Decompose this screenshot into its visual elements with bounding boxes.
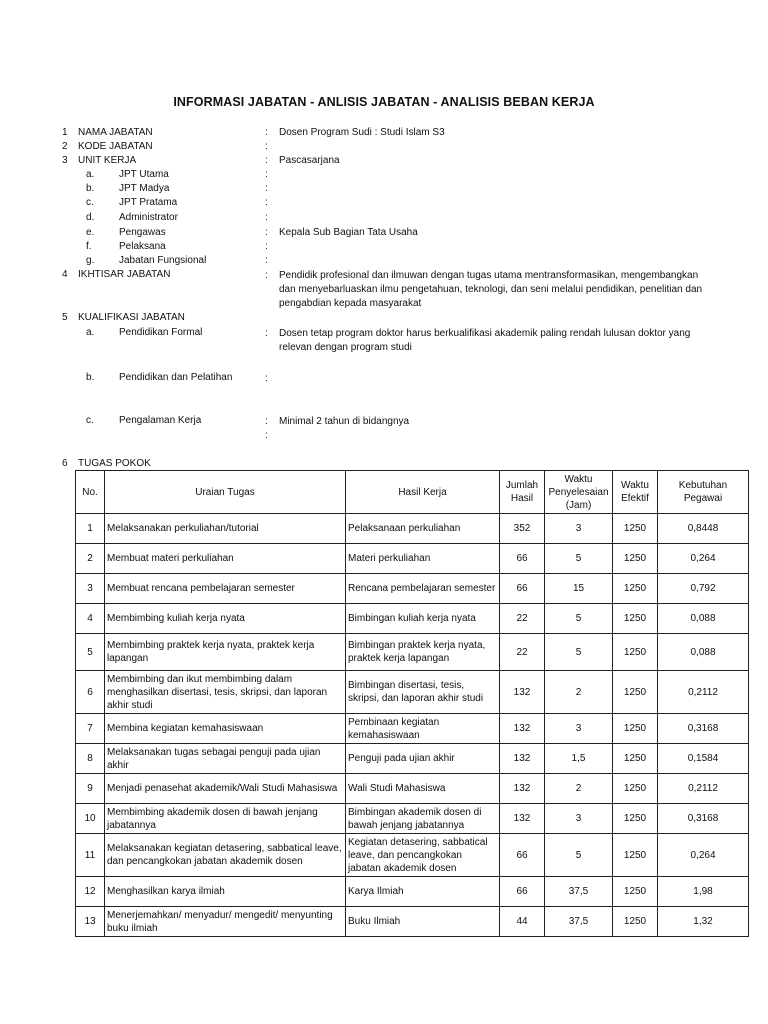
row-kebutuhan: 0,792 (658, 574, 749, 604)
row-uraian: Membina kegiatan kemahasiswaan (105, 714, 346, 744)
row-efektif: 1250 (613, 671, 658, 714)
field-label-unit-kerja: UNIT KERJA (78, 155, 137, 166)
row-efektif: 1250 (613, 877, 658, 907)
field-number: 3 (62, 155, 68, 166)
ikhtisar-line: dan menyebarluaskan ilmu pengetahuan, teknologi, dan seni melalui pendidikan, penelitian dan (279, 284, 703, 295)
sub-value-pengawas: Kepala Sub Bagian Tata Usaha (279, 227, 418, 238)
row-hasil: Pelaksanaan perkuliahan (346, 514, 500, 544)
row-waktu: 15 (545, 574, 613, 604)
field-value-unit-kerja: Pascasarjana (279, 155, 340, 166)
row-waktu: 3 (545, 714, 613, 744)
kualifikasi-line: relevan dengan program studi (279, 342, 412, 353)
header-jumlah (500, 471, 545, 514)
row-number: 11 (76, 834, 105, 877)
row-number: 5 (76, 634, 105, 671)
sub-letter: b. (86, 183, 95, 194)
table-row (76, 834, 749, 877)
row-number: 6 (76, 671, 105, 714)
table-row (76, 804, 749, 834)
row-waktu: 5 (545, 634, 613, 671)
field-number: 1 (62, 127, 68, 138)
sub-letter: c. (86, 415, 94, 426)
header-hasil: Hasil Kerja (346, 471, 500, 514)
page-title: INFORMASI JABATAN - ANLISIS JABATAN - ANALISIS BEBAN KERJA (173, 95, 595, 109)
row-hasil: Bimbingan akademik dosen di bawah jenjang jabatannya (346, 804, 500, 834)
field-colon: : (265, 183, 268, 194)
field-colon: : (265, 241, 268, 252)
header-waktu-line: (Jam) (565, 499, 592, 511)
sub-letter: d. (86, 212, 95, 223)
header-jumlah-line: Jumlah (505, 480, 539, 491)
field-colon: : (265, 155, 268, 166)
row-number: 8 (76, 744, 105, 774)
row-number: 1 (76, 514, 105, 544)
row-kebutuhan: 0,2112 (658, 671, 749, 714)
field-colon: : (265, 270, 268, 281)
row-uraian: Menghasilkan karya ilmiah (105, 877, 346, 907)
row-hasil: Kegiatan detasering, sabbatical leave, dan pencangkokan jabatan akademik dosen (346, 834, 500, 877)
row-uraian: Menjadi penasehat akademik/Wali Studi Mahasiswa (105, 774, 346, 804)
row-uraian: Membuat rencana pembelajaran semester (105, 574, 346, 604)
table-row (76, 574, 749, 604)
row-waktu: 37,5 (545, 907, 613, 937)
sub-label: Pendidikan dan Pelatihan (119, 372, 233, 383)
row-waktu: 5 (545, 604, 613, 634)
row-kebutuhan: 0,264 (658, 544, 749, 574)
sub-letter: e. (86, 227, 95, 238)
row-waktu: 2 (545, 671, 613, 714)
row-waktu: 1,5 (545, 744, 613, 774)
field-value-pengalaman: Minimal 2 tahun di bidangnya (279, 416, 410, 427)
sub-letter: b. (86, 372, 95, 383)
row-hasil: Penguji pada ujian akhir (346, 744, 500, 774)
row-number: 2 (76, 544, 105, 574)
ikhtisar-line: Pendidik profesional dan ilmuwan dengan tugas utama mentransformasikan, mengembangkan (279, 270, 699, 281)
header-uraian: Uraian Tugas (105, 471, 346, 514)
row-kebutuhan: 0,8448 (658, 514, 749, 544)
header-waktu-line: Waktu (564, 473, 593, 485)
field-colon: : (265, 197, 268, 208)
field-number: 6 (62, 458, 68, 469)
header-kebutuhan (658, 471, 749, 514)
row-uraian: Menerjemahkan/ menyadur/ mengedit/ menyunting buku ilmiah (105, 907, 346, 937)
table-row (76, 671, 749, 714)
header-kebutuhan-line: Pegawai (683, 493, 723, 504)
row-hasil: Wali Studi Mahasiswa (346, 774, 500, 804)
header-waktu-penyelesaian (545, 471, 613, 514)
row-waktu: 3 (545, 804, 613, 834)
row-uraian: Membimbing akademik dosen di bawah jenjang jabatannya (105, 804, 346, 834)
row-hasil: Bimbingan disertasi, tesis, skripsi, dan laporan akhir studi (346, 671, 500, 714)
field-colon: : (265, 430, 268, 441)
table-header-row (76, 471, 749, 514)
header-efektif-line: Waktu (621, 480, 649, 491)
table-row (76, 544, 749, 574)
row-waktu: 3 (545, 514, 613, 544)
field-number: 4 (62, 269, 68, 280)
tugas-pokok-table (75, 470, 749, 937)
field-colon: : (265, 212, 268, 223)
header-waktu-line: Penyelesaian (548, 486, 609, 498)
header-waktu-efektif (613, 471, 658, 514)
row-number: 10 (76, 804, 105, 834)
field-colon: : (265, 373, 268, 384)
row-efektif: 1250 (613, 574, 658, 604)
row-kebutuhan: 0,1584 (658, 744, 749, 774)
row-kebutuhan: 0,3168 (658, 804, 749, 834)
ikhtisar-line: pengabdian kepada masyarakat (279, 298, 422, 309)
row-kebutuhan: 1,98 (658, 877, 749, 907)
row-kebutuhan: 0,088 (658, 634, 749, 671)
row-efektif: 1250 (613, 804, 658, 834)
row-jumlah: 132 (500, 804, 545, 834)
row-jumlah: 44 (500, 907, 545, 937)
row-number: 13 (76, 907, 105, 937)
row-hasil: Karya Ilmiah (346, 877, 500, 907)
row-jumlah: 132 (500, 714, 545, 744)
row-jumlah: 22 (500, 604, 545, 634)
sub-label: JPT Utama (119, 169, 169, 180)
row-waktu: 2 (545, 774, 613, 804)
sub-letter: f. (86, 241, 92, 252)
sub-label: Pengawas (119, 227, 166, 238)
row-efektif: 1250 (613, 744, 658, 774)
row-number: 4 (76, 604, 105, 634)
table-row (76, 877, 749, 907)
field-colon: : (265, 255, 268, 266)
table-row (76, 907, 749, 937)
row-efektif: 1250 (613, 834, 658, 877)
row-number: 3 (76, 574, 105, 604)
sub-label: Pendidikan Formal (119, 327, 203, 338)
table-row (76, 714, 749, 744)
row-number: 7 (76, 714, 105, 744)
row-hasil: Bimbingan praktek kerja nyata, praktek kerja lapangan (346, 634, 500, 671)
sub-label: JPT Pratama (119, 197, 178, 208)
row-hasil: Buku Ilmiah (346, 907, 500, 937)
field-label-kualifikasi: KUALIFIKASI JABATAN (78, 312, 185, 323)
row-waktu: 5 (545, 834, 613, 877)
field-colon: : (265, 141, 268, 152)
field-colon: : (265, 328, 268, 339)
row-efektif: 1250 (613, 774, 658, 804)
row-efektif: 1250 (613, 714, 658, 744)
header-kebutuhan-line: Kebutuhan (678, 480, 728, 491)
row-jumlah: 352 (500, 514, 545, 544)
row-efektif: 1250 (613, 514, 658, 544)
row-kebutuhan: 0,264 (658, 834, 749, 877)
sub-letter: a. (86, 169, 95, 180)
table-row (76, 514, 749, 544)
row-uraian: Membimbing praktek kerja nyata, praktek kerja lapangan (105, 634, 346, 671)
row-kebutuhan: 1,32 (658, 907, 749, 937)
row-efektif: 1250 (613, 907, 658, 937)
row-jumlah: 66 (500, 834, 545, 877)
row-hasil: Pembinaan kegiatan kemahasiswaan (346, 714, 500, 744)
row-efektif: 1250 (613, 544, 658, 574)
row-uraian: Melaksanakan tugas sebagai penguji pada ujian akhir (105, 744, 346, 774)
row-hasil: Bimbingan kuliah kerja nyata (346, 604, 500, 634)
header-jumlah-line: Hasil (510, 493, 534, 504)
field-number: 5 (62, 312, 68, 323)
kualifikasi-line: Dosen tetap program doktor harus berkualifikasi akademik paling rendah lulusan doktor yang (279, 328, 691, 339)
row-uraian: Melaksanakan perkuliahan/tutorial (105, 514, 346, 544)
row-uraian: Membimbing dan ikut membimbing dalam menghasilkan disertasi, tesis, skripsi, dan laporan akhir studi (105, 671, 346, 714)
table-row (76, 634, 749, 671)
row-waktu: 5 (545, 544, 613, 574)
header-efektif-line: Efektif (621, 493, 649, 504)
sub-label: Jabatan Fungsional (119, 255, 207, 266)
field-number: 2 (62, 141, 68, 152)
row-jumlah: 66 (500, 544, 545, 574)
row-number: 9 (76, 774, 105, 804)
table-row (76, 744, 749, 774)
row-kebutuhan: 0,3168 (658, 714, 749, 744)
row-jumlah: 132 (500, 774, 545, 804)
header-no: No. (76, 471, 105, 514)
sub-letter: c. (86, 197, 94, 208)
row-jumlah: 66 (500, 574, 545, 604)
sub-label: JPT Madya (119, 183, 170, 194)
field-label-kode-jabatan: KODE JABATAN (78, 141, 153, 152)
sub-letter: a. (86, 327, 95, 338)
row-uraian: Melaksanakan kegiatan detasering, sabbatical leave, dan pencangkokan jabatan akademik dosen (105, 834, 346, 877)
row-kebutuhan: 0,2112 (658, 774, 749, 804)
field-colon: : (265, 416, 268, 427)
field-label-tugas-pokok: TUGAS POKOK (78, 458, 151, 469)
table-row (76, 604, 749, 634)
field-label-ikhtisar: IKHTISAR JABATAN (78, 269, 171, 280)
table-row (76, 774, 749, 804)
row-efektif: 1250 (613, 634, 658, 671)
row-kebutuhan: 0,088 (658, 604, 749, 634)
sub-label: Pelaksana (119, 241, 166, 252)
row-uraian: Membuat materi perkuliahan (105, 544, 346, 574)
row-jumlah: 66 (500, 877, 545, 907)
sub-label: Administrator (119, 212, 178, 223)
row-jumlah: 22 (500, 634, 545, 671)
field-colon: : (265, 169, 268, 180)
row-hasil: Rencana pembelajaran semester (346, 574, 500, 604)
field-value-nama-jabatan: Dosen Program Sudi : Studi Islam S3 (279, 127, 445, 138)
row-jumlah: 132 (500, 744, 545, 774)
row-efektif: 1250 (613, 604, 658, 634)
sub-label: Pengalaman Kerja (119, 415, 202, 426)
row-number: 12 (76, 877, 105, 907)
field-colon: : (265, 227, 268, 238)
row-hasil: Materi perkuliahan (346, 544, 500, 574)
row-uraian: Membimbing kuliah kerja nyata (105, 604, 346, 634)
field-label-nama-jabatan: NAMA JABATAN (78, 127, 153, 138)
row-waktu: 37,5 (545, 877, 613, 907)
sub-letter: g. (86, 255, 95, 266)
field-colon: : (265, 127, 268, 138)
row-jumlah: 132 (500, 671, 545, 714)
